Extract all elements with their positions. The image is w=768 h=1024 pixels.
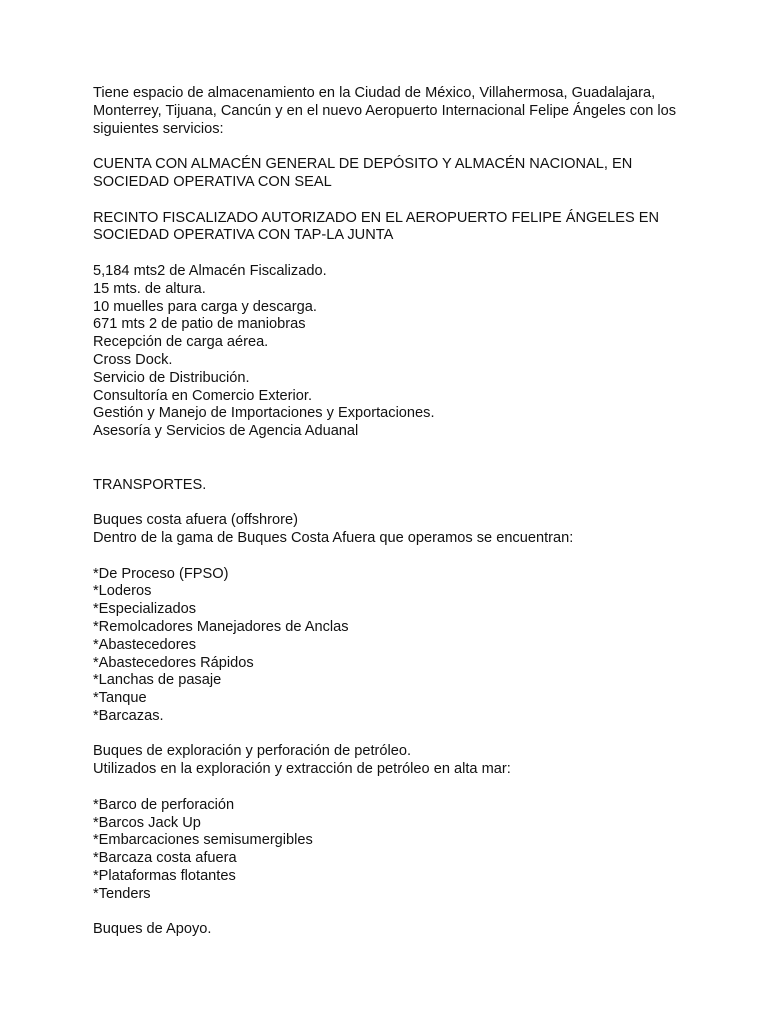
services-item: Asesoría y Servicios de Agencia Aduanal xyxy=(93,423,359,440)
offshore-item: *Barcazas. xyxy=(93,707,164,724)
exploracion-item: *Tenders xyxy=(93,885,151,902)
offshore-item: *Especializados xyxy=(93,601,197,618)
exploracion-item: *Barcos Jack Up xyxy=(93,814,201,831)
exploracion-list xyxy=(93,797,733,904)
exploracion-item: *Plataformas flotantes xyxy=(93,868,236,885)
services-item: Servicio de Distribución. xyxy=(93,369,250,386)
services-item: 671 mts 2 de patio de maniobras xyxy=(93,316,306,333)
recinto-heading-line: SOCIEDAD OPERATIVA CON TAP-LA JUNTA xyxy=(93,227,394,244)
offshore-item: *Loderos xyxy=(93,583,152,600)
apoyo-section xyxy=(93,921,733,939)
services-list xyxy=(93,263,733,441)
almacen-heading-line: CUENTA CON ALMACÉN GENERAL DE DEPÓSITO Y ALMACÉN NACIONAL, EN xyxy=(93,156,633,173)
almacen-heading xyxy=(93,156,733,192)
intro-line: Tiene espacio de almacenamiento en la Ciudad de México, Villahermosa, Guadalajara, xyxy=(93,85,656,101)
services-item: Cross Dock. xyxy=(93,351,173,368)
document-body xyxy=(93,85,733,939)
almacen-heading-line: SOCIEDAD OPERATIVA CON SEAL xyxy=(93,173,332,190)
offshore-item: *Remolcadores Manejadores de Anclas xyxy=(93,618,349,635)
offshore-item: *Tanque xyxy=(93,690,147,707)
services-item: Gestión y Manejo de Importaciones y Exportaciones. xyxy=(93,405,435,422)
transportes-heading-text: TRANSPORTES. xyxy=(93,476,207,493)
exploracion-item: *Barcaza costa afuera xyxy=(93,850,237,867)
offshore-title: Buques costa afuera (offshrore) xyxy=(93,512,298,529)
offshore-item: *Abastecedores Rápidos xyxy=(93,654,254,671)
exploracion-title: Buques de exploración y perforación de petróleo. xyxy=(93,743,412,760)
services-item: 10 muelles para carga y descarga. xyxy=(93,298,317,315)
offshore-item: *Lanchas de pasaje xyxy=(93,672,222,689)
intro-line: siguientes servicios: xyxy=(93,120,224,137)
exploracion-subtitle: Utilizados en la exploración y extracción de petróleo en alta mar: xyxy=(93,761,511,778)
services-item: 5,184 mts2 de Almacén Fiscalizado. xyxy=(93,262,327,279)
services-item: 15 mts. de altura. xyxy=(93,280,206,297)
offshore-list xyxy=(93,566,733,726)
intro-paragraph xyxy=(93,85,733,138)
exploracion-item: *Embarcaciones semisumergibles xyxy=(93,832,313,849)
services-item: Recepción de carga aérea. xyxy=(93,334,269,351)
recinto-heading-line: RECINTO FISCALIZADO AUTORIZADO EN EL AEROPUERTO FELIPE ÁNGELES EN xyxy=(93,209,660,226)
exploracion-item: *Barco de perforación xyxy=(93,796,235,813)
offshore-item: *Abastecedores xyxy=(93,636,197,653)
offshore-subtitle: Dentro de la gama de Buques Costa Afuera que operamos se encuentran: xyxy=(93,529,574,546)
offshore-section xyxy=(93,512,733,548)
offshore-item: *De Proceso (FPSO) xyxy=(93,565,229,582)
exploracion-section xyxy=(93,743,733,779)
transportes-heading xyxy=(93,477,733,495)
intro-line: Monterrey, Tijuana, Cancún y en el nuevo Aeropuerto Internacional Felipe Ángeles con los xyxy=(93,102,677,119)
services-item: Consultoría en Comercio Exterior. xyxy=(93,387,312,404)
apoyo-title: Buques de Apoyo. xyxy=(93,921,212,938)
recinto-heading xyxy=(93,210,733,246)
